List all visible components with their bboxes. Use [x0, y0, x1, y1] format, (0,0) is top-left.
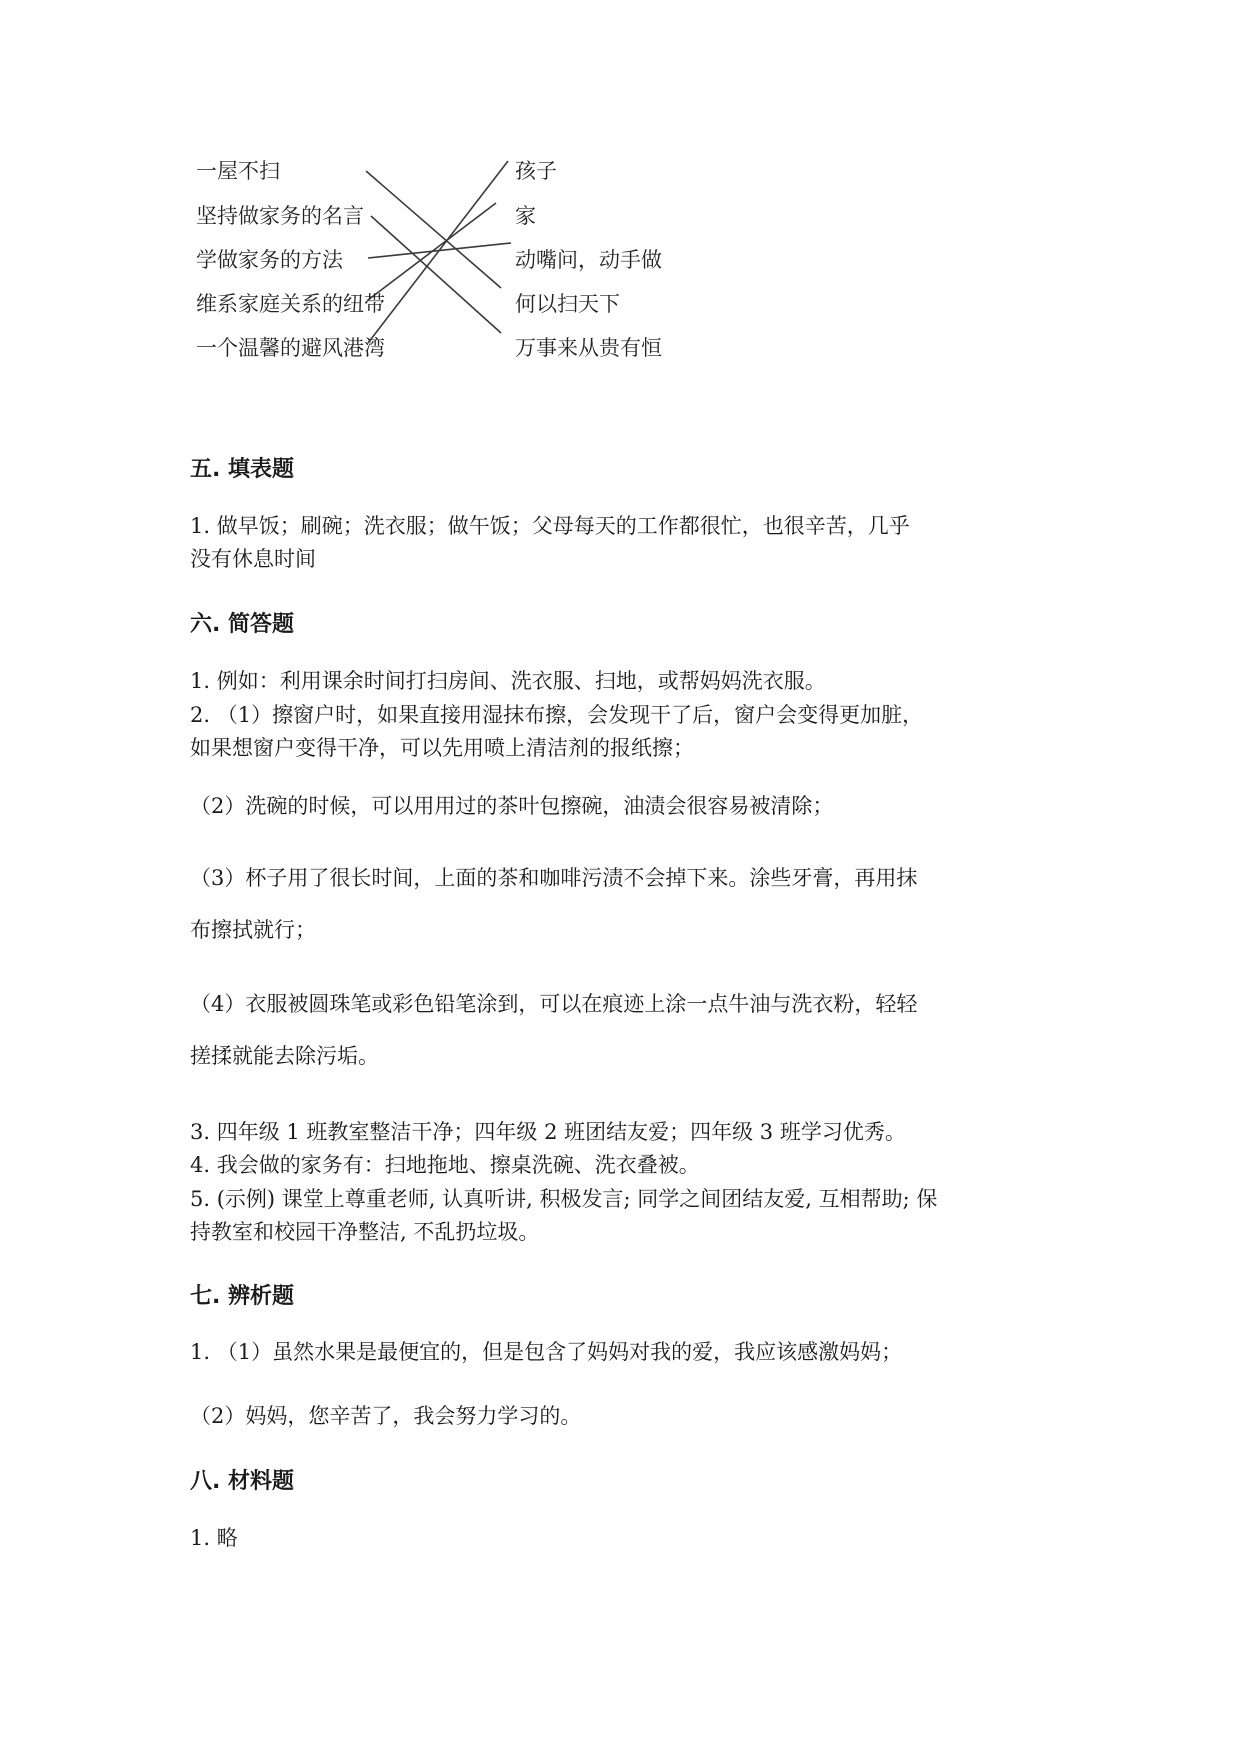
answer-line: 2. （1）擦窗户时，如果直接用湿抹布擦，会发现干了后，窗户会变得更加脏， — [190, 703, 924, 727]
match-left-item: 学做家务的方法 — [196, 248, 343, 272]
match-right-item: 孩子 — [515, 159, 557, 183]
answer-line: （2）妈妈，您辛苦了，我会努力学习的。 — [190, 1404, 582, 1428]
match-right-item: 家 — [515, 204, 536, 228]
matching-diagram — [196, 158, 716, 388]
answer-line: 3. 四年级 1 班教室整洁干净；四年级 2 班团结友爱；四年级 3 班学习优秀。 — [190, 1120, 906, 1144]
section-title-fill-table: 五. 填表题 — [190, 457, 295, 482]
section-title-short-answer: 六. 简答题 — [190, 612, 295, 637]
answer-line: （4）衣服被圆珠笔或彩色铅笔涂到，可以在痕迹上涂一点牛油与洗衣粉，轻轻 — [190, 992, 918, 1016]
answer-line: 布擦拭就行； — [190, 918, 316, 942]
match-right-item: 何以扫天下 — [515, 292, 620, 316]
answer-line: 1. 例如：利用课余时间打扫房间、洗衣服、扫地，或帮妈妈洗衣服。 — [190, 669, 826, 693]
match-left-item: 一个温馨的避风港湾 — [196, 336, 385, 360]
section-title-material: 八. 材料题 — [190, 1469, 295, 1494]
answer-line: （2）洗碗的时候，可以用用过的茶叶包擦碗，油渍会很容易被清除； — [190, 794, 834, 818]
answer-line: 4. 我会做的家务有：扫地拖地、擦桌洗碗、洗衣叠被。 — [190, 1153, 700, 1177]
answer-line: 没有休息时间 — [190, 547, 316, 571]
match-line — [368, 203, 496, 300]
answer-line: 1. 做早饭；刷碗；洗衣服；做午饭；父母每天的工作都很忙，也很辛苦，几乎 — [190, 514, 910, 538]
section-title-analysis: 七. 辨析题 — [190, 1284, 295, 1309]
answer-line: 如果想窗户变得干净，可以先用喷上清洁剂的报纸擦； — [190, 736, 694, 760]
answer-line: 搓揉就能去除污垢。 — [190, 1044, 379, 1068]
answer-line: 1. （1）虽然水果是最便宜的，但是包含了妈妈对我的爱，我应该感激妈妈； — [190, 1340, 903, 1364]
match-line — [371, 216, 501, 333]
match-left-item: 一屋不扫 — [196, 159, 280, 183]
match-left-item: 维系家庭关系的纽带 — [196, 292, 385, 316]
answer-line: 5. (示例) 课堂上尊重老师, 认真听讲, 积极发言; 同学之间团结友爱, 互相帮助; 保 — [190, 1187, 938, 1211]
match-right-item: 动嘴问，动手做 — [515, 248, 662, 272]
answer-line: 持教室和校园干净整洁, 不乱扔垃圾。 — [190, 1220, 540, 1244]
answer-line: 1. 略 — [190, 1526, 238, 1550]
match-left-item: 坚持做家务的名言 — [196, 204, 364, 228]
answer-line: （3）杯子用了很长时间，上面的茶和咖啡污渍不会掉下来。涂些牙膏，再用抹 — [190, 866, 918, 890]
match-right-item: 万事来从贵有恒 — [515, 336, 662, 360]
match-line — [368, 161, 508, 343]
